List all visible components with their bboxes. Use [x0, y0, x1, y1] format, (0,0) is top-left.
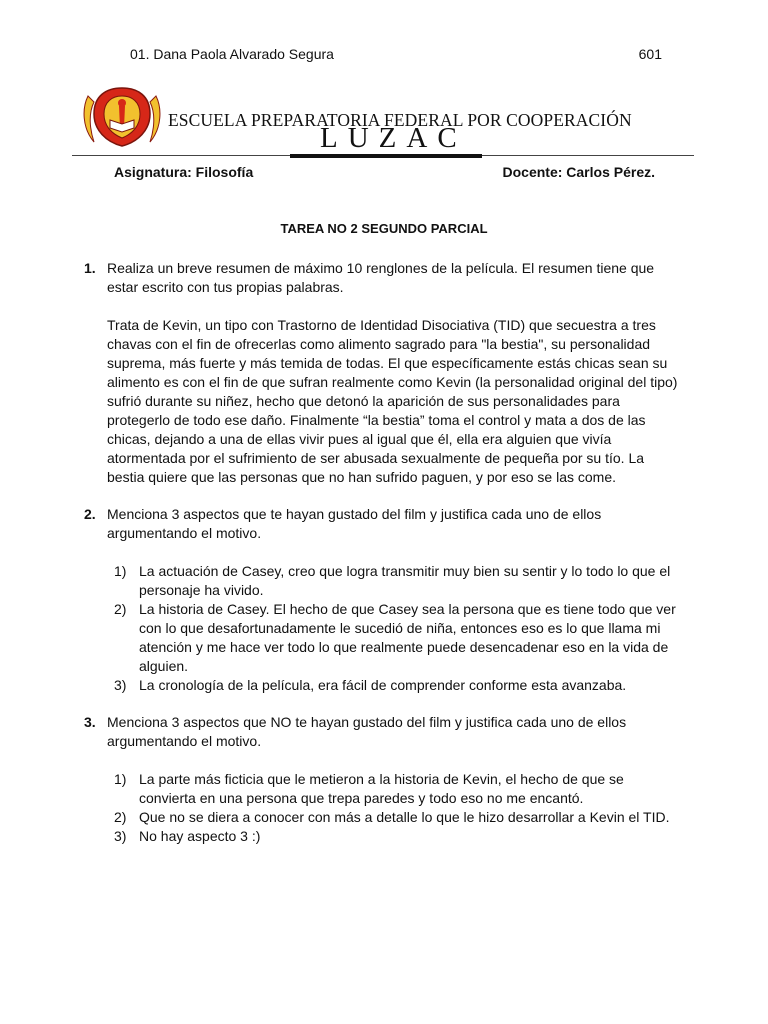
question-text: Realiza un breve resumen de máximo 10 renglones de la película. El resumen tiene que estar escrito con tus propias palabras.: [107, 260, 655, 295]
student-name: 01. Dana Paola Alvarado Segura: [130, 46, 334, 62]
crest-left-leaves: [84, 96, 94, 142]
list-item-number: 2): [114, 601, 127, 617]
answer-2-list: [114, 562, 682, 695]
list-item-text: No hay aspecto 3 :): [139, 828, 261, 844]
list-item: [114, 827, 682, 846]
list-item-number: 3): [114, 677, 127, 693]
list-item-number: 1): [114, 563, 127, 579]
list-item: [114, 808, 682, 827]
school-short-name: LUZAC: [320, 122, 467, 154]
subject-label: Asignatura: Filosofía: [114, 164, 254, 180]
list-item-text: La parte más ficticia que le metieron a la historia de Kevin, el hecho de que se convierta en una persona que trepa paredes y todo eso no me encantó.: [139, 771, 624, 806]
question-3: [84, 713, 684, 751]
crest-right-leaves: [150, 96, 160, 142]
question-text: Menciona 3 aspectos que te hayan gustado del film y justifica cada uno de ellos argumentando el motivo.: [107, 506, 602, 541]
list-item: [114, 770, 682, 808]
student-line: [130, 46, 662, 62]
group-number: 601: [638, 46, 662, 62]
school-crest-logo: [80, 84, 164, 150]
assignment-title: TAREA NO 2 SEGUNDO PARCIAL: [280, 221, 488, 236]
school-name: ESCUELA PREPARATORIA FEDERAL POR COOPERACIÓN: [168, 110, 632, 130]
list-item-number: 2): [114, 809, 127, 825]
question-number: 1.: [84, 260, 96, 276]
header-divider-accent: [290, 154, 482, 158]
list-item-number: 3): [114, 828, 127, 844]
list-item-text: La historia de Casey. El hecho de que Casey sea la persona que es tiene todo que ver con lo que desafortunadamente le sucedió de niña, entonces eso es lo que llama mi atención y me hace ver todo lo que realmente puede desencadenar eso en la vida de alguien.: [139, 601, 676, 674]
list-item: [114, 600, 682, 676]
answer-3-list: [114, 770, 682, 846]
list-item-number: 1): [114, 771, 127, 787]
question-number: 2.: [84, 506, 96, 522]
teacher-label: Docente: Carlos Pérez.: [502, 164, 655, 180]
list-item: [114, 676, 682, 695]
answer-1: Trata de Kevin, un tipo con Trastorno de Identidad Disociativa (TID) que secuestra a tres chavas con el fin de ofrecerlas como alimento sagrado para "la bestia", su personalidad suprema, más fuerte y más temida de todas. El que específicamente estás chicas sean su alimento es con el fin de que sufran realmente como Kevin (la personalidad original del tipo) sufrió durante su niñez, hecho que detonó la aparición de sus personalidades para protegerlo de todo ese daño. Finalmente “la bestia” toma el control y mata a dos de las chicas, dejando a una de ellas vivir pues al igual que él, ella era alguien que vivía atormentada por el sufrimiento de ser abusada sexualmente de pequeña por su tío. La bestia quiere que las personas que no han sufrido paguen, y por eso se las come.: [107, 317, 678, 485]
list-item-text: Que no se diera a conocer con más a detalle lo que le hizo desarrollar a Kevin el TID.: [139, 809, 670, 825]
question-1: [84, 259, 684, 297]
question-2: [84, 505, 684, 543]
crest-flame: [118, 99, 126, 107]
question-text: Menciona 3 aspectos que NO te hayan gustado del film y justifica cada uno de ellos argumentando el motivo.: [107, 714, 627, 749]
list-item-text: La actuación de Casey, creo que logra transmitir muy bien su sentir y lo todo lo que el personaje ha vivido.: [139, 563, 671, 598]
list-item: [114, 562, 682, 600]
question-number: 3.: [84, 714, 96, 730]
list-item-text: La cronología de la película, era fácil de comprender conforme esta avanzaba.: [139, 677, 627, 693]
